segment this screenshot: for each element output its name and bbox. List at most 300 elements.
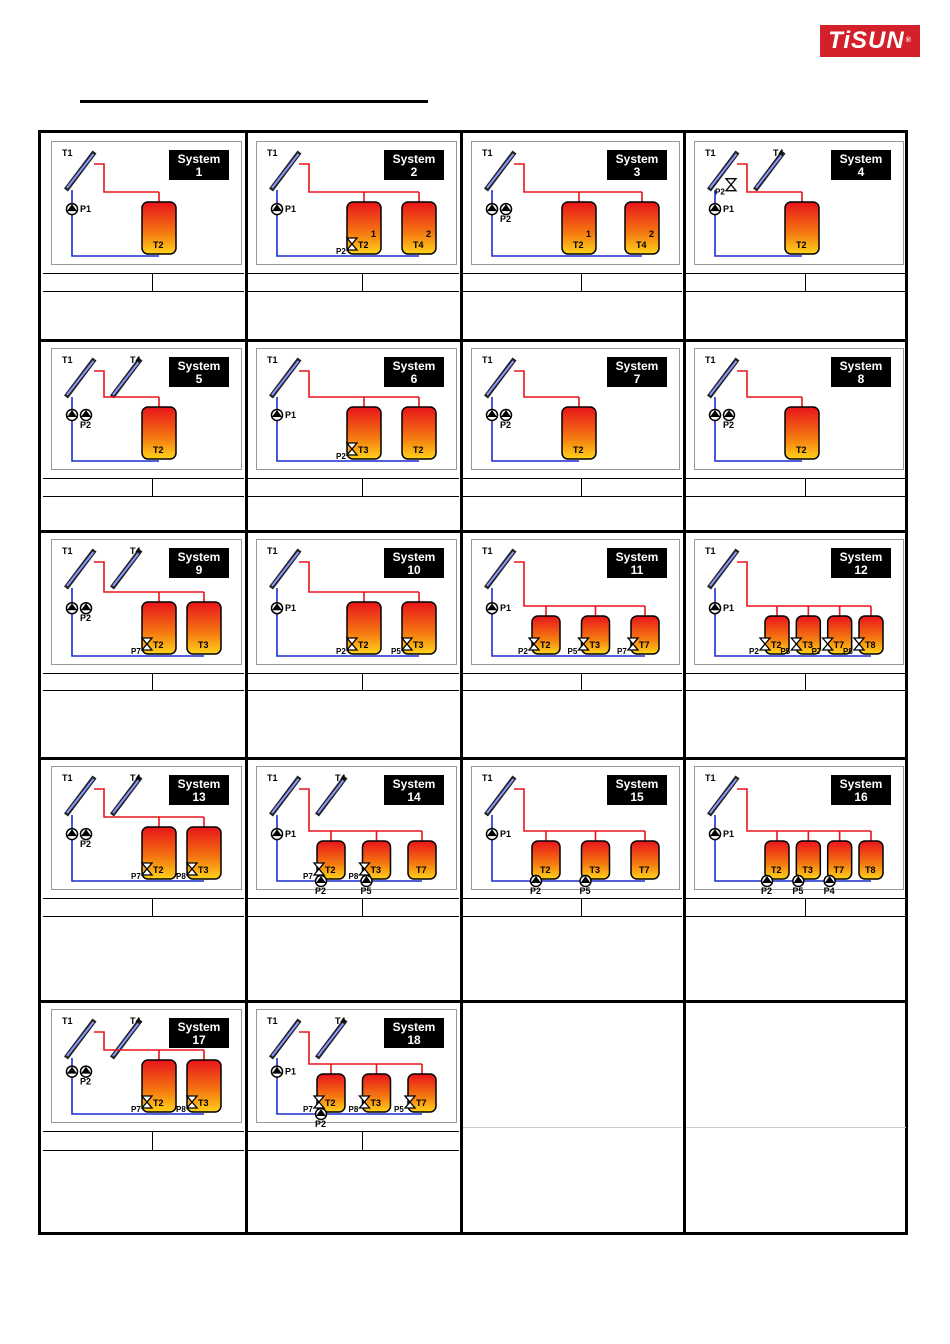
label-row-split	[581, 478, 582, 496]
badge-number: 12	[854, 563, 868, 577]
tank-label: T2	[573, 445, 584, 455]
label-row-split	[152, 673, 153, 690]
pump-label: P1	[285, 1066, 297, 1077]
component-label: T4	[130, 773, 141, 783]
label-row-top	[686, 478, 906, 479]
tank-label: T2	[771, 640, 782, 650]
valve-label: P7	[303, 1105, 313, 1114]
valve-label: P7	[131, 647, 141, 656]
tank-label: T7	[416, 865, 427, 875]
pump-icon	[762, 876, 773, 887]
component-label: T1	[705, 773, 716, 783]
tank-label: T2	[413, 445, 424, 455]
system-badge	[384, 775, 444, 805]
system-badge	[384, 1018, 444, 1048]
badge-number: 15	[630, 790, 644, 804]
component-label: T1	[482, 773, 493, 783]
label-row-bottom	[463, 916, 682, 917]
pump-icon	[67, 603, 78, 614]
pump-label: P2	[80, 1076, 92, 1087]
badge-number: 5	[195, 372, 203, 386]
system-schematic	[695, 142, 903, 264]
system-badge	[384, 150, 444, 180]
component-label: T1	[267, 355, 278, 365]
badge-number: 8	[857, 372, 865, 386]
valve-label: P8	[843, 647, 853, 656]
valve-label: P8	[348, 1105, 359, 1114]
pump-label: P2	[723, 420, 735, 430]
component-label: T1	[705, 355, 716, 365]
valve-label: P5	[391, 647, 401, 656]
label-row-bottom	[248, 690, 459, 691]
badge-number: 9	[195, 563, 203, 577]
component-label: T1	[267, 773, 278, 783]
system-diagram	[694, 141, 904, 265]
component-label: T1	[482, 355, 493, 365]
tank-label: T2	[325, 1098, 336, 1108]
tank-label: T3	[370, 865, 382, 875]
badge-number: 13	[192, 790, 206, 804]
label-row-bottom	[686, 291, 906, 292]
title-underline	[80, 100, 428, 103]
pump-icon	[272, 603, 283, 614]
component-label: T1	[705, 148, 716, 158]
tank-label: T7	[833, 865, 845, 875]
system-schematic	[472, 540, 679, 664]
column-divider	[245, 133, 248, 1232]
valve-label: P7	[131, 1105, 141, 1114]
badge-title: System	[839, 152, 883, 166]
tank-label: T7	[833, 640, 845, 650]
label-row-top	[248, 478, 459, 479]
tank-label: T3	[589, 865, 601, 875]
valve-label: P7	[811, 647, 822, 656]
label-row-split	[805, 673, 806, 690]
badge-title: System	[615, 359, 659, 373]
hot-pipe	[737, 371, 802, 397]
label-row-split	[805, 478, 806, 496]
tank-label: T3	[198, 640, 209, 650]
tank-number: 2	[649, 229, 655, 239]
label-row-split	[362, 1131, 363, 1150]
pump-icon	[316, 1109, 327, 1120]
system-badge	[607, 548, 667, 578]
tank-label: T3	[802, 865, 813, 875]
system-badge	[607, 150, 667, 180]
pump-icon	[272, 204, 283, 215]
system-diagram	[471, 141, 680, 265]
label-row-bottom	[686, 916, 906, 917]
system-badge	[831, 775, 891, 805]
label-row-bottom	[248, 291, 459, 292]
hot-pipe	[514, 371, 579, 397]
component-label: T4	[130, 1016, 141, 1026]
label-row-split	[581, 898, 582, 916]
pump-icon	[710, 204, 721, 215]
system-schematic	[52, 142, 241, 264]
label-row-bottom	[43, 1150, 244, 1151]
badge-title: System	[177, 777, 221, 791]
system-schematic	[52, 349, 241, 469]
component-label: T1	[62, 773, 73, 783]
component-label: T4	[130, 546, 141, 556]
tank-label: T2	[540, 640, 551, 650]
badge-number: 17	[192, 1033, 206, 1047]
column-divider	[460, 133, 463, 1232]
system-badge	[384, 548, 444, 578]
tank-label: T2	[153, 445, 164, 455]
hot-pipe	[94, 164, 159, 192]
badge-number: 2	[410, 165, 418, 179]
badge-title: System	[177, 359, 221, 373]
pump-label: P2	[530, 886, 542, 896]
tank-label: T3	[370, 1098, 382, 1108]
pump-icon	[81, 603, 92, 614]
system-schematic	[257, 142, 456, 264]
label-row-top	[686, 273, 906, 274]
pump-label: P2	[500, 420, 512, 430]
system-badge	[607, 775, 667, 805]
empty-divider	[463, 1127, 682, 1128]
tank-label: T8	[865, 865, 876, 875]
label-row-bottom	[248, 1150, 459, 1151]
pump-label: P1	[285, 603, 297, 614]
pump-icon	[316, 876, 327, 887]
badge-title: System	[615, 152, 659, 166]
badge-title: System	[392, 1020, 436, 1034]
label-row-split	[362, 478, 363, 496]
valve-label: P7	[303, 872, 313, 881]
pump-label: P1	[723, 603, 735, 614]
system-diagram	[694, 348, 904, 470]
tank-label: T7	[416, 1098, 427, 1108]
badge-number: 10	[407, 563, 421, 577]
pump-icon	[824, 876, 835, 887]
system-diagram	[51, 348, 242, 470]
label-row-split	[581, 273, 582, 291]
label-row-top	[43, 1131, 244, 1132]
system-badge	[169, 1018, 229, 1048]
empty-divider	[686, 1127, 906, 1128]
system-schematic	[257, 349, 456, 469]
pump-icon	[272, 410, 283, 421]
system-badge	[831, 150, 891, 180]
pump-label: P1	[285, 410, 297, 420]
label-row-top	[43, 478, 244, 479]
badge-title: System	[615, 550, 659, 564]
badge-number: 14	[407, 790, 421, 804]
pump-label: P2	[500, 214, 512, 225]
badge-title: System	[839, 550, 883, 564]
system-badge	[169, 775, 229, 805]
valve-icon	[726, 179, 736, 191]
pump-label: P1	[285, 829, 297, 840]
label-row-bottom	[248, 496, 459, 497]
label-row-split	[805, 273, 806, 291]
label-row-split	[152, 273, 153, 291]
label-row-bottom	[43, 690, 244, 691]
label-row-top	[248, 898, 459, 899]
label-row-bottom	[43, 291, 244, 292]
pump-label: P5	[792, 886, 804, 896]
badge-number: 4	[857, 165, 865, 179]
pump-icon	[67, 204, 78, 215]
label-row-top	[686, 898, 906, 899]
pump-icon	[67, 410, 78, 421]
pump-icon	[501, 204, 512, 215]
component-label: T1	[267, 1016, 278, 1026]
pump-label: P1	[500, 603, 512, 614]
pump-label: P5	[360, 886, 372, 896]
tank-label: T4	[636, 240, 647, 250]
pump-label: P2	[80, 420, 92, 430]
tank-label: T2	[771, 865, 782, 875]
valve-label: P5	[780, 647, 791, 656]
badge-title: System	[177, 152, 221, 166]
system-schematic	[472, 767, 679, 896]
system-diagram	[51, 766, 242, 890]
system-badge	[831, 548, 891, 578]
component-label: T1	[62, 355, 73, 365]
tank-label: T2	[796, 240, 807, 250]
pump-icon	[487, 204, 498, 215]
pump-icon	[710, 410, 721, 421]
system-diagram	[471, 348, 680, 470]
system-schematic	[695, 767, 903, 896]
pump-icon	[487, 603, 498, 614]
badge-title: System	[392, 777, 436, 791]
valve-label: P8	[348, 872, 359, 881]
label-row-split	[152, 898, 153, 916]
tank-label: T8	[865, 640, 876, 650]
badge-title: System	[392, 152, 436, 166]
tank-label: T2	[573, 240, 584, 250]
pump-icon	[361, 876, 372, 887]
pump-label: P2	[315, 886, 327, 896]
row-divider	[41, 530, 905, 533]
label-row-top	[43, 673, 244, 674]
tank-label: T2	[540, 865, 551, 875]
system-schematic	[472, 349, 679, 469]
pump-icon	[710, 829, 721, 840]
pump-icon	[724, 410, 735, 421]
pump-label: P4	[823, 886, 835, 896]
badge-number: 16	[854, 790, 868, 804]
component-label: T4	[335, 1016, 346, 1026]
system-schematic	[472, 142, 679, 264]
row-divider	[41, 1000, 905, 1003]
label-row-bottom	[463, 690, 682, 691]
pump-icon	[272, 829, 283, 840]
system-badge	[169, 150, 229, 180]
system-badge	[169, 357, 229, 387]
pump-label: P1	[723, 829, 735, 840]
label-row-bottom	[463, 291, 682, 292]
valve-label: P7	[131, 872, 141, 881]
tank-label: T2	[153, 1098, 164, 1108]
pump-icon	[81, 410, 92, 421]
component-label: T1	[62, 1016, 73, 1026]
pump-icon	[531, 876, 542, 887]
pump-icon	[487, 829, 498, 840]
tisun-logo: TiSUN®	[820, 25, 920, 57]
label-row-bottom	[248, 916, 459, 917]
row-divider	[41, 339, 905, 342]
label-row-split	[805, 898, 806, 916]
label-row-bottom	[686, 690, 906, 691]
component-label: T4	[773, 148, 784, 158]
valve-label: P8	[176, 1105, 186, 1114]
label-row-top	[43, 898, 244, 899]
tank-label: T3	[802, 640, 813, 650]
system-badge	[384, 357, 444, 387]
system-diagram	[51, 539, 242, 665]
label-row-split	[152, 478, 153, 496]
valve-label: P2	[518, 647, 528, 656]
row-divider	[41, 757, 905, 760]
system-diagram	[694, 766, 904, 896]
label-row-split	[581, 673, 582, 690]
column-divider	[683, 133, 686, 1232]
valve-label: P2	[336, 452, 346, 461]
pump-icon	[81, 829, 92, 840]
component-label: T1	[482, 148, 493, 158]
tank-label: T2	[796, 445, 807, 455]
system-schematic	[52, 767, 241, 889]
system-diagram	[471, 766, 680, 896]
badge-title: System	[392, 359, 436, 373]
system-diagram	[256, 1009, 457, 1129]
pump-label: P2	[80, 613, 92, 624]
system-diagram	[51, 1009, 242, 1123]
component-label: T1	[482, 546, 493, 556]
label-row-bottom	[686, 496, 906, 497]
pump-icon	[580, 876, 591, 887]
tank-number: 1	[371, 229, 377, 239]
tank-label: T2	[358, 640, 369, 650]
tank-number: 1	[586, 229, 592, 239]
tank-label: T3	[198, 1098, 209, 1108]
valve-label: P2	[749, 647, 759, 656]
valve-label: P5	[567, 647, 578, 656]
label-row-top	[463, 273, 682, 274]
system-schematic	[52, 1010, 241, 1122]
label-row-top	[248, 1131, 459, 1132]
pump-icon	[272, 1066, 283, 1077]
tank-label: T3	[413, 640, 424, 650]
tank-label: T2	[153, 240, 164, 250]
system-diagram	[256, 348, 457, 470]
system-diagram	[471, 539, 680, 665]
system-schematic	[695, 540, 903, 664]
system-badge	[169, 548, 229, 578]
pump-label: P1	[500, 829, 512, 840]
badge-number: 6	[410, 372, 418, 386]
pump-icon	[81, 1066, 92, 1077]
system-schematic	[257, 540, 456, 664]
system-diagram	[256, 141, 457, 265]
pump-icon	[793, 876, 804, 887]
valve-label: P5	[394, 1105, 404, 1114]
badge-number: 3	[633, 165, 641, 179]
tank-label: T2	[153, 865, 164, 875]
pump-icon	[710, 603, 721, 614]
valve-label: P2	[715, 187, 725, 197]
badge-title: System	[615, 777, 659, 791]
tank-number: 2	[426, 229, 432, 239]
system-schematic	[52, 540, 241, 664]
system-diagram	[256, 539, 457, 665]
badge-title: System	[839, 359, 883, 373]
badge-title: System	[392, 550, 436, 564]
badge-title: System	[177, 1020, 221, 1034]
tank-label: T7	[639, 640, 650, 650]
tank-label: T2	[325, 865, 336, 875]
component-label: T4	[130, 355, 141, 365]
tank-label: T4	[413, 240, 424, 250]
label-row-top	[463, 673, 682, 674]
tank-label: T3	[198, 865, 209, 875]
pump-icon	[67, 1066, 78, 1077]
badge-number: 1	[195, 165, 203, 179]
tank-label: T3	[589, 640, 601, 650]
label-row-top	[463, 478, 682, 479]
label-row-split	[152, 1131, 153, 1150]
system-diagram	[694, 539, 904, 665]
badge-title: System	[177, 550, 221, 564]
component-label: T1	[705, 546, 716, 556]
pump-label: P2	[315, 1119, 327, 1129]
component-label: T1	[62, 148, 73, 158]
system-schematic	[257, 767, 456, 896]
tank-label: T2	[153, 640, 164, 650]
system-diagram	[256, 766, 457, 896]
pump-label: P1	[723, 204, 735, 215]
badge-number: 7	[633, 372, 641, 386]
system-badge	[607, 357, 667, 387]
component-label: T4	[335, 773, 346, 783]
label-row-bottom	[43, 496, 244, 497]
system-badge	[831, 357, 891, 387]
pump-icon	[501, 410, 512, 421]
tank-label: T2	[358, 240, 369, 250]
component-label: T1	[62, 546, 73, 556]
label-row-bottom	[463, 496, 682, 497]
system-diagram	[51, 141, 242, 265]
label-row-bottom	[43, 916, 244, 917]
label-row-top	[248, 273, 459, 274]
badge-number: 11	[630, 563, 644, 577]
pump-label: P5	[579, 886, 591, 896]
system-schematic	[257, 1010, 456, 1129]
system-schematic	[695, 349, 903, 469]
pump-label: P2	[80, 839, 92, 850]
system-table	[38, 130, 908, 1235]
label-row-top	[248, 673, 459, 674]
valve-label: P2	[336, 647, 346, 656]
valve-label: P2	[336, 247, 346, 256]
pump-label: P1	[285, 204, 297, 215]
valve-label: P8	[176, 872, 186, 881]
tank-label: T3	[358, 445, 369, 455]
label-row-split	[362, 273, 363, 291]
valve-label: P7	[617, 647, 627, 656]
label-row-split	[362, 898, 363, 916]
pump-icon	[487, 410, 498, 421]
badge-number: 18	[407, 1033, 421, 1047]
pump-label: P2	[761, 886, 773, 896]
tank-label: T7	[639, 865, 650, 875]
